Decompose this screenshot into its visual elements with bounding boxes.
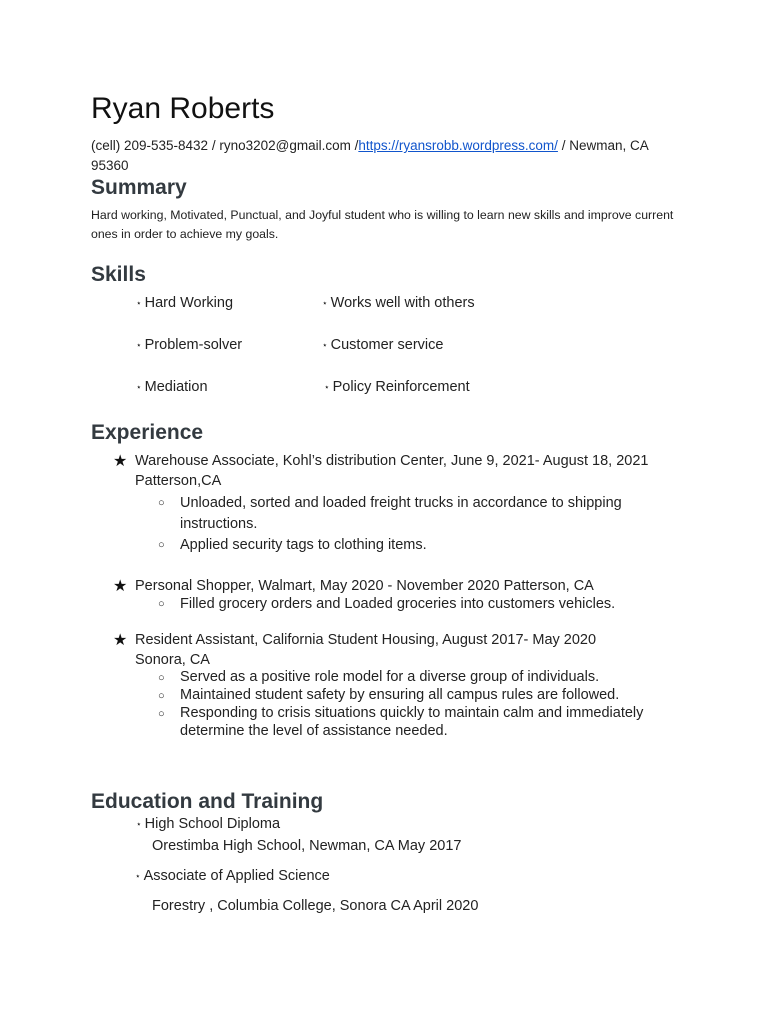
skill-label: Mediation (144, 379, 208, 395)
skill-item (324, 379, 470, 395)
degree-label: High School Diploma (144, 816, 281, 832)
skill-item (136, 337, 242, 353)
job-heading: Resident Assistant, California Student Housing, August 2017- May 2020 Sonora, CA (135, 632, 597, 668)
circle-bullet-icon: ○ (158, 497, 165, 509)
experience-heading: Experience (91, 421, 204, 444)
skill-label: Hard Working (144, 295, 234, 311)
circle-bullet-icon: ○ (158, 708, 165, 720)
resume-name: Ryan Roberts (91, 92, 275, 125)
job-bullet: Applied security tags to clothing items. (180, 537, 427, 553)
education-degree (136, 816, 280, 832)
star-icon: ★ (113, 453, 128, 470)
skill-label: Works well with others (330, 295, 475, 311)
skill-label: Customer service (330, 337, 444, 353)
education-heading: Education and Training (91, 790, 324, 813)
summary-text: Hard working, Motivated, Punctual, and Joyful student who is willing to learn new skills and improve current ones in order to achieve my goals. (91, 208, 674, 241)
job-bullet: Unloaded, sorted and loaded freight trucks in accordance to shipping instructions. (180, 495, 622, 532)
contact-line (91, 136, 681, 176)
circle-bullet-icon: ○ (158, 672, 165, 684)
education-degree (135, 868, 330, 884)
job-heading: Warehouse Associate, Kohl’s distribution Center, June 9, 2021- August 18, 2021 Patterson,CA (135, 453, 649, 489)
star-icon: ★ (113, 632, 128, 649)
job-bullet: Served as a positive role model for a diverse group of individuals. (180, 669, 600, 685)
star-bullet-icon: ⋆ (322, 340, 328, 350)
star-icon: ★ (113, 578, 128, 595)
skills-heading: Skills (91, 263, 146, 286)
star-bullet-icon: ⋆ (135, 871, 141, 881)
skill-item (136, 295, 233, 311)
education-detail: Forestry , Columbia College, Sonora CA April 2020 (152, 898, 479, 914)
contact-suffix: / Newman, CA 95360 (91, 138, 648, 173)
star-bullet-icon: ⋆ (136, 340, 142, 350)
summary-heading: Summary (91, 176, 187, 199)
degree-label: Associate of Applied Science (143, 868, 330, 884)
star-bullet-icon: ⋆ (322, 298, 328, 308)
job-bullet: Responding to crisis situations quickly to maintain calm and immediately determine the level of assistance needed. (180, 705, 644, 739)
job-heading: Personal Shopper, Walmart, May 2020 - November 2020 Patterson, CA (135, 578, 594, 594)
education-detail: Orestimba High School, Newman, CA May 2017 (152, 838, 462, 854)
star-bullet-icon: ⋆ (136, 298, 142, 308)
skill-item (322, 337, 443, 353)
star-bullet-icon: ⋆ (324, 382, 330, 392)
website-link[interactable]: https://ryansrobb.wordpress.com/ (358, 138, 558, 153)
job-bullet: Maintained student safety by ensuring all campus rules are followed. (180, 687, 620, 703)
circle-bullet-icon: ○ (158, 539, 165, 551)
skill-item (136, 379, 208, 395)
circle-bullet-icon: ○ (158, 598, 165, 610)
skill-label: Problem-solver (144, 337, 243, 353)
job-bullet: Filled grocery orders and Loaded groceries into customers vehicles. (180, 596, 616, 612)
skill-item (322, 295, 475, 311)
circle-bullet-icon: ○ (158, 690, 165, 702)
star-bullet-icon: ⋆ (136, 819, 142, 829)
contact-prefix: (cell) 209-535-8432 / ryno3202@gmail.com / (91, 138, 359, 153)
star-bullet-icon: ⋆ (136, 382, 142, 392)
skill-label: Policy Reinforcement (332, 379, 470, 395)
